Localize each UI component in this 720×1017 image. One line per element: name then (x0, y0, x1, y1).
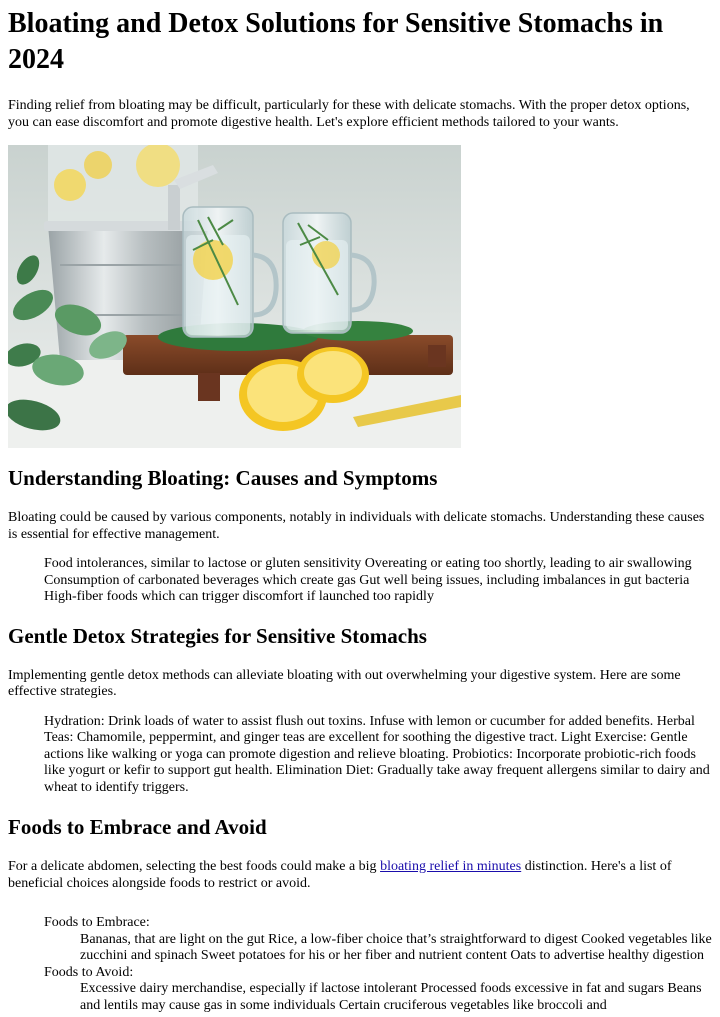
foods-embrace-desc: Bananas, that are light on the gut Rice, a low-fiber choice that’s straightforward to digest Cooked vegetables like zucchini and spinach Sweet potatoes for his or her fiber and nutrient content Oats to advertise healthy digestion (80, 931, 712, 963)
article-title: Bloating and Detox Solutions for Sensitive Stomachs in 2024 (8, 8, 664, 75)
detox-strategies-quote: Hydration: Drink loads of water to assist flush out toxins. Infuse with lemon or cucumber for added benefits. Herbal Teas: Chamomile, peppermint, and ginger teas are excellent for soothing the digestive tract. Light Exercise: Gentle actions like walking or yoga can promote digestion and relieve bloating. Probiotics: Incorporate probiotic-rich foods like yogurt or kefir to support gut health. Elimination Diet: Gradually take away frequent allergens similar to dairy and wheat to identify triggers. (44, 713, 710, 795)
causes-list-quote: Food intolerances, similar to lactose or gluten sensitivity Overeating or eating too shortly, leading to air swallowing Consumption of carbonated beverages which create gas Gut well being issues, including imbalances in gut bacteria High-fiber foods which can trigger discomfort if launched too rapidly (44, 556, 692, 604)
section-heading-foods: Foods to Embrace and Avoid (8, 815, 267, 839)
foods-avoid-term: Foods to Avoid: (44, 964, 134, 980)
foods-definition-list (44, 915, 713, 1014)
bloating-relief-link[interactable]: bloating relief in minutes (380, 859, 522, 874)
foods-paragraph-after: distinction. Here's a list of beneficial choices alongside foods to restrict or avoid. (8, 859, 672, 891)
section-heading-causes: Understanding Bloating: Causes and Symptoms (8, 466, 438, 490)
foods-paragraph-before: For a delicate abdomen, selecting the best foods could make a big (8, 859, 381, 874)
section-paragraph-detox: Implementing gentle detox methods can alleviate bloating with out overwhelming your digestive system. Here are some effective strategies. (8, 667, 681, 699)
section-paragraph-causes: Bloating could be caused by various components, notably in individuals with delicate stomachs. Understanding these causes is essential for effective management. (8, 510, 705, 542)
foods-avoid-desc: Excessive dairy merchandise, especially if lactose intolerant Processed foods excessive in fat and sugars Beans and lentils may cause gas in some individuals Certain cruciferous vegetables like broccoli and (80, 981, 702, 1013)
section-heading-detox: Gentle Detox Strategies for Sensitive Stomachs (8, 623, 427, 648)
foods-embrace-term: Foods to Embrace: (44, 915, 150, 930)
hero-image (8, 145, 461, 448)
article (8, 0, 713, 1014)
intro-paragraph: Finding relief from bloating may be difficult, particularly for these with delicate stomachs. With the proper detox options, you can ease discomfort and promote digestive health. Let's explore efficient methods tailored to your wants. (8, 98, 690, 130)
section-paragraph-foods (8, 859, 713, 892)
